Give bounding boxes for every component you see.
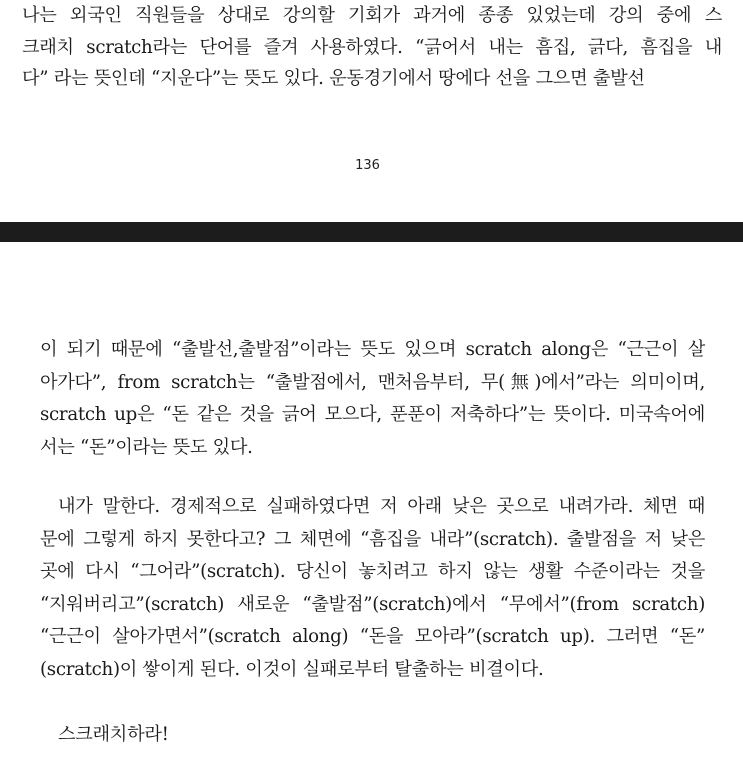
text-line: scratch up은 “돈 같은 것을 긁어 모으다, 푼푼이 저축하다”는 뜻이다. 미국속어에 bbox=[40, 404, 705, 425]
text-line: 서는 “돈”이라는 뜻도 있다. bbox=[40, 436, 253, 458]
paragraph-3 bbox=[40, 719, 705, 752]
text-line: 크래치 scratch라는 단어를 즐겨 사용하였다. “긁어서 내는 흠집, 긁다, 흠집을 내 bbox=[22, 36, 722, 58]
text-line: 이 되기 때문에 “출발선,출발점”이라는 뜻도 있으며 scratch along은 “근근이 살 bbox=[40, 339, 705, 360]
bottom-page bbox=[0, 242, 743, 773]
text-line: “근근이 살아가면서”(scratch along) “돈을 모아라”(scratch up). 그러면 “돈” bbox=[40, 626, 705, 647]
paragraph-2 bbox=[40, 491, 705, 686]
text-line: (scratch)이 쌓이게 된다. 이것이 실패로부터 탈출하는 비결이다. bbox=[40, 658, 544, 680]
top-paragraph bbox=[22, 0, 722, 95]
text-line: 스크래치하라! bbox=[58, 724, 169, 745]
text-line: 다” 라는 뜻인데 “지운다”는 뜻도 있다. 운동경기에서 땅에다 선을 그으면 출발선 bbox=[22, 68, 645, 89]
text-line: 문에 그렇게 하지 못한다고? 그 체면에 “흠집을 내라”(scratch). 출발점을 저 낮은 bbox=[40, 528, 705, 550]
text-line: 곳에 다시 “그어라”(scratch). 당신이 놓치려고 하지 않는 생활 수준이라는 것을 bbox=[40, 561, 705, 582]
paragraph-1 bbox=[40, 334, 705, 464]
text-line: “지워버리고”(scratch) 새로운 “출발점”(scratch)에서 “무에서”(from scratch) bbox=[40, 593, 705, 615]
text-line: 아가다”, from scratch는 “출발점에서, 맨처음부터, 무(無)에서”라는 의미이며, bbox=[40, 371, 705, 393]
page-number: 136 bbox=[355, 158, 380, 173]
page-divider bbox=[0, 222, 743, 242]
text-line: 나는 외국인 직원들을 상대로 강의할 기회가 과거에 종종 있었는데 강의 중에 스 bbox=[22, 5, 722, 26]
top-page bbox=[0, 0, 743, 222]
text-line: 내가 말한다. 경제적으로 실패하였다면 저 아래 낮은 곳으로 내려가라. 체면 때 bbox=[58, 496, 705, 517]
